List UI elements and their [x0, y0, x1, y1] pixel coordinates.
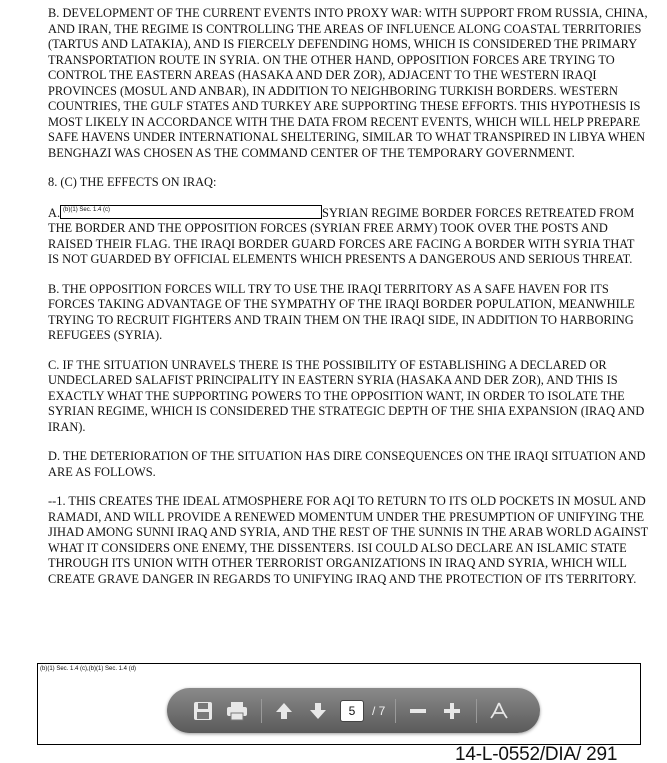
toolbar-divider — [261, 699, 262, 723]
paragraph-a-text: SYRIAN REGIME BORDER FORCES RETREATED FROM THE BORDER AND THE OPPOSITION FORCES (SYRIAN FREE ARMY) TOOK OVER THE POSTS AND RAISED THEIR FLAG. THE IRAQI BORDER GUARD FORCES ARE FACING A BORDER WITH SYRIA THAT IS NOT GUARDED BY OFFICIAL ELEMENTS WHICH PRESENTS A DANGEROUS AND SERIOUS THREAT. — [48, 205, 635, 266]
page-number-input[interactable]: 5 — [340, 700, 364, 722]
paragraph-a-border-forces — [48, 205, 648, 268]
paragraph-d1-aqi: --1. THIS CREATES THE IDEAL ATMOSPHERE FOR AQI TO RETURN TO ITS OLD POCKETS IN MOSUL AND RAMADI, AND WILL PROVIDE A RENEWED MOMENTUM UNDER THE PRESUMPTION OF UNIFYING THE JIHAD AMONG SUNNI IRAQ AND SYRIA, AND THE REST OF THE SUNNIS IN THE ARAB WORLD AGAINST WHAT IT CONSIDERS ONE ENEMY, THE DISSENTERS. ISI COULD ALSO DECLARE AN ISLAMIC STATE THROUGH ITS UNION WITH OTHER TERRORIST ORGANIZATIONS IN IRAQ AND SYRIA, WHICH WILL CREATE GRAVE DANGER IN REGARDS TO UNIFYING IRAQ AND THE PROTECTION OF ITS TERRITORY. — [48, 494, 648, 586]
print-icon[interactable] — [223, 697, 251, 725]
toolbar-divider — [395, 699, 396, 723]
arrow-up-icon[interactable] — [270, 697, 298, 725]
zoom-in-icon[interactable] — [438, 697, 466, 725]
zoom-out-icon[interactable] — [404, 697, 432, 725]
redaction-box-a: (b)(1) Sec. 1.4 (c) — [60, 205, 322, 219]
paragraph-d-deterioration: D. THE DETERIORATION OF THE SITUATION HAS DIRE CONSEQUENCES ON THE IRAQI SITUATION AND ARE AS FOLLOWS. — [48, 449, 646, 479]
page-total: / 7 — [372, 703, 386, 718]
document-control-number: 14-L-0552/DIA/ 291 — [455, 744, 618, 763]
toolbar-divider — [476, 699, 477, 723]
pdf-viewer-toolbar — [167, 688, 540, 733]
paragraph-b-safe-haven: B. THE OPPOSITION FORCES WILL TRY TO USE THE IRAQI TERRITORY AS A SAFE HAVEN FOR ITS FORCES TAKING ADVANTAGE OF THE SYMPATHY OF THE IRAQI BORDER POPULATION, MEANWHILE TRYING TO RECRUIT FIGHTERS AND TRAIN THEM ON THE IRAQI SIDE, IN ADDITION TO HARBORING REFUGEES (SYRIA). — [48, 281, 635, 342]
redaction-code: (b)(1) Sec. 1.4 (c),(b)(1) Sec. 1.4 (d) — [40, 666, 137, 672]
save-icon[interactable] — [189, 697, 217, 725]
section-8-heading: 8. (C) THE EFFECTS ON IRAQ: — [48, 175, 217, 189]
paragraph-a-prefix: A. — [48, 205, 61, 220]
arrow-down-icon[interactable] — [304, 697, 332, 725]
acrobat-icon[interactable] — [485, 697, 513, 725]
document-body — [48, 6, 648, 587]
paragraph-b-development: B. DEVELOPMENT OF THE CURRENT EVENTS INTO PROXY WAR: WITH SUPPORT FROM RUSSIA, CHINA, AND IRAN, THE REGIME IS CONTROLLING THE AREAS OF INFLUENCE ALONG COASTAL TERRITORIES (TARTUS AND LATAKIA), AND IS FIERCELY DEFENDING HOMS, WHICH IS CONSIDERED THE PRIMARY TRANSPORTATION ROUTE IN SYRIA. ON THE OTHER HAND, OPPOSITION FORCES ARE TRYING TO CONTROL THE EASTERN AREAS (HASAKA AND DER ZOR), ADJACENT TO THE WESTERN IRAQI PROVINCES (MOSUL AND ANBAR), IN ADDITION TO NEIGHBORING TURKISH BORDERS. WESTERN COUNTRIES, THE GULF STATES AND TURKEY ARE SUPPORTING THESE EFFORTS. THIS HYPOTHESIS IS MOST LIKELY IN ACCORDANCE WITH THE DATA FROM RECENT EVENTS, WHICH WILL HELP PREPARE SAFE HAVENS UNDER INTERNATIONAL SHELTERING, SIMILAR TO WHAT TRANSPIRED IN LIBYA WHEN BENGHAZI WAS CHOSEN AS THE COMMAND CENTER OF THE TEMPORARY GOVERNMENT. — [48, 6, 648, 160]
paragraph-c-salafist: C. IF THE SITUATION UNRAVELS THERE IS THE POSSIBILITY OF ESTABLISHING A DECLARED OR UNDECLARED SALAFIST PRINCIPALITY IN EASTERN SYRIA (HASAKA AND DER ZOR), AND THIS IS EXACTLY WHAT THE SUPPORTING POWERS TO THE OPPOSITION WANT, IN ORDER TO ISOLATE THE SYRIAN REGIME, WHICH IS CONSIDERED THE STRATEGIC DEPTH OF THE SHIA EXPANSION (IRAQ AND IRAN). — [48, 357, 645, 434]
